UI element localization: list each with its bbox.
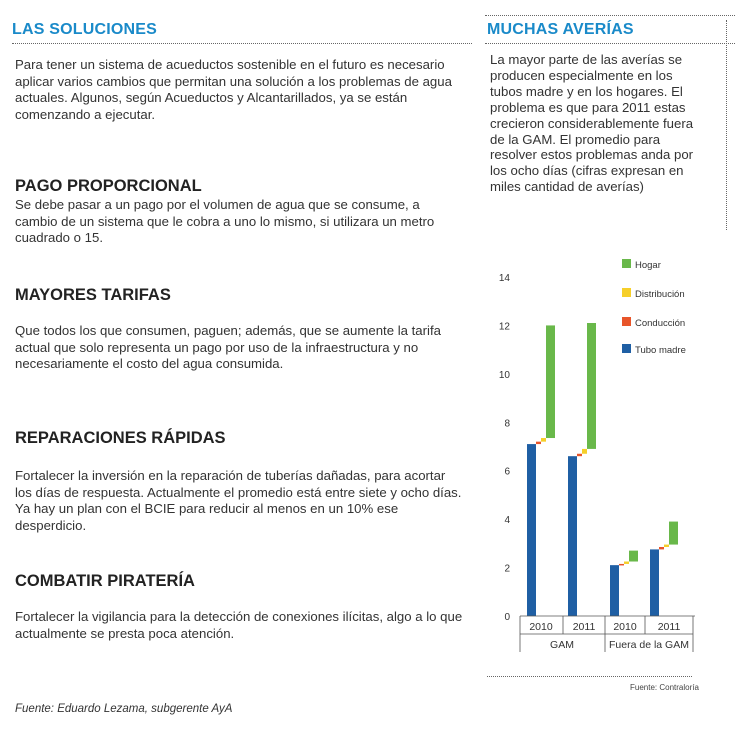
y-tick-label: 10 xyxy=(498,369,510,381)
bar-conduccion xyxy=(619,564,624,566)
bar-hogar xyxy=(669,522,678,545)
legend-swatch-hogar xyxy=(622,259,631,268)
right-paragraph: La mayor parte de las averías se producen especialmente en los tubos madre y en los hogares. El problema es que para 2011 estas crecieron considerablemente fuera de la GAM. El promedio para resolver estos problemas anda por los ocho días (cifras expresan en miles cantidad de averías) xyxy=(490,52,694,195)
x-group-label: Fuera de la GAM xyxy=(609,639,689,651)
section-text-tarifas: Que todos los que consumen, paguen; además, que se aumente la tarifa actual que solo representa un pago por uso de la infraestructura y no necesariamente el costo del agua consumida. xyxy=(15,323,441,372)
bar-chart xyxy=(490,250,730,670)
y-tick-label: 0 xyxy=(504,612,510,623)
legend-swatch-tubo-madre xyxy=(622,344,631,353)
bar-distribucion xyxy=(624,562,629,564)
bar-tubo-madre xyxy=(568,456,577,616)
y-tick-label: 12 xyxy=(498,321,510,333)
bar-hogar xyxy=(629,551,638,562)
left-source: Fuente: Eduardo Lezama, subgerente AyA xyxy=(15,703,233,715)
section-title-reparaciones: REPARACIONES RÁPIDAS xyxy=(15,429,226,447)
bar-conduccion xyxy=(659,547,664,549)
bar-conduccion xyxy=(577,454,582,456)
x-tick-label: 2011 xyxy=(657,621,681,633)
chart-bottom-divider xyxy=(487,676,692,677)
y-tick-label: 14 xyxy=(498,273,510,284)
intro-paragraph: Para tener un sistema de acueductos sostenible en el futuro es necesario aplicar varios cambios que permitan una solución a los problemas de agua actuales. Algunos, según Acueductos y Alcantarillados, ya se están comenzando a ejecutar. xyxy=(15,57,452,122)
section-text-pirateria: Fortalecer la vigilancia para la detección de conexiones ilícitas, algo a lo que actualmente se presta poca atención. xyxy=(15,609,463,641)
bar-tubo-madre xyxy=(527,444,536,616)
bar-tubo-madre xyxy=(610,565,619,616)
legend-swatch-distribucion xyxy=(622,288,631,297)
left-header-divider xyxy=(12,43,472,44)
bar-hogar xyxy=(546,325,555,438)
x-tick-label: 2010 xyxy=(613,621,637,633)
right-header-divider xyxy=(485,43,735,44)
bar-distribucion xyxy=(582,449,587,454)
right-header: MUCHAS AVERÍAS xyxy=(487,21,634,38)
legend-label: Tubo madre xyxy=(635,345,686,356)
x-tick-label: 2010 xyxy=(529,621,553,633)
right-column-rule xyxy=(726,20,727,230)
y-tick-label: 2 xyxy=(504,563,510,575)
bar-distribucion xyxy=(541,438,546,442)
legend-label: Conducción xyxy=(635,318,686,329)
x-group-label: GAM xyxy=(550,639,574,651)
legend-label: Distribución xyxy=(635,289,685,300)
y-tick-label: 6 xyxy=(504,466,510,478)
legend-swatch-conduccion xyxy=(622,317,631,326)
y-tick-label: 4 xyxy=(504,515,510,527)
right-source: Fuente: Contraloría xyxy=(630,683,699,692)
bar-conduccion xyxy=(536,442,541,444)
y-tick-label: 8 xyxy=(504,418,510,430)
section-text-reparaciones: Fortalecer la inversión en la reparación de tuberías dañadas, para acortar los días de respuesta. Actualmente el promedio está entre siete y ocho días. Ya hay un plan con el BCIE para reducir al menos en un 10% ese desperdicio. xyxy=(15,468,462,533)
right-top-divider xyxy=(485,15,735,16)
bar-hogar xyxy=(587,323,596,449)
legend-label: Hogar xyxy=(635,260,661,271)
bar-distribucion xyxy=(664,545,669,547)
section-title-pago: PAGO PROPORCIONAL xyxy=(15,177,202,195)
section-title-tarifas: MAYORES TARIFAS xyxy=(15,286,171,304)
x-tick-label: 2011 xyxy=(572,621,596,633)
left-header: LAS SOLUCIONES xyxy=(12,21,158,38)
bar-tubo-madre xyxy=(650,549,659,616)
section-title-pirateria: COMBATIR PIRATERÍA xyxy=(15,572,195,590)
section-text-pago: Se debe pasar a un pago por el volumen de agua que se consume, a cambio de un sistema que le cobra a uno lo mismo, si utilizara un metro cuadrado o 15. xyxy=(15,197,435,246)
